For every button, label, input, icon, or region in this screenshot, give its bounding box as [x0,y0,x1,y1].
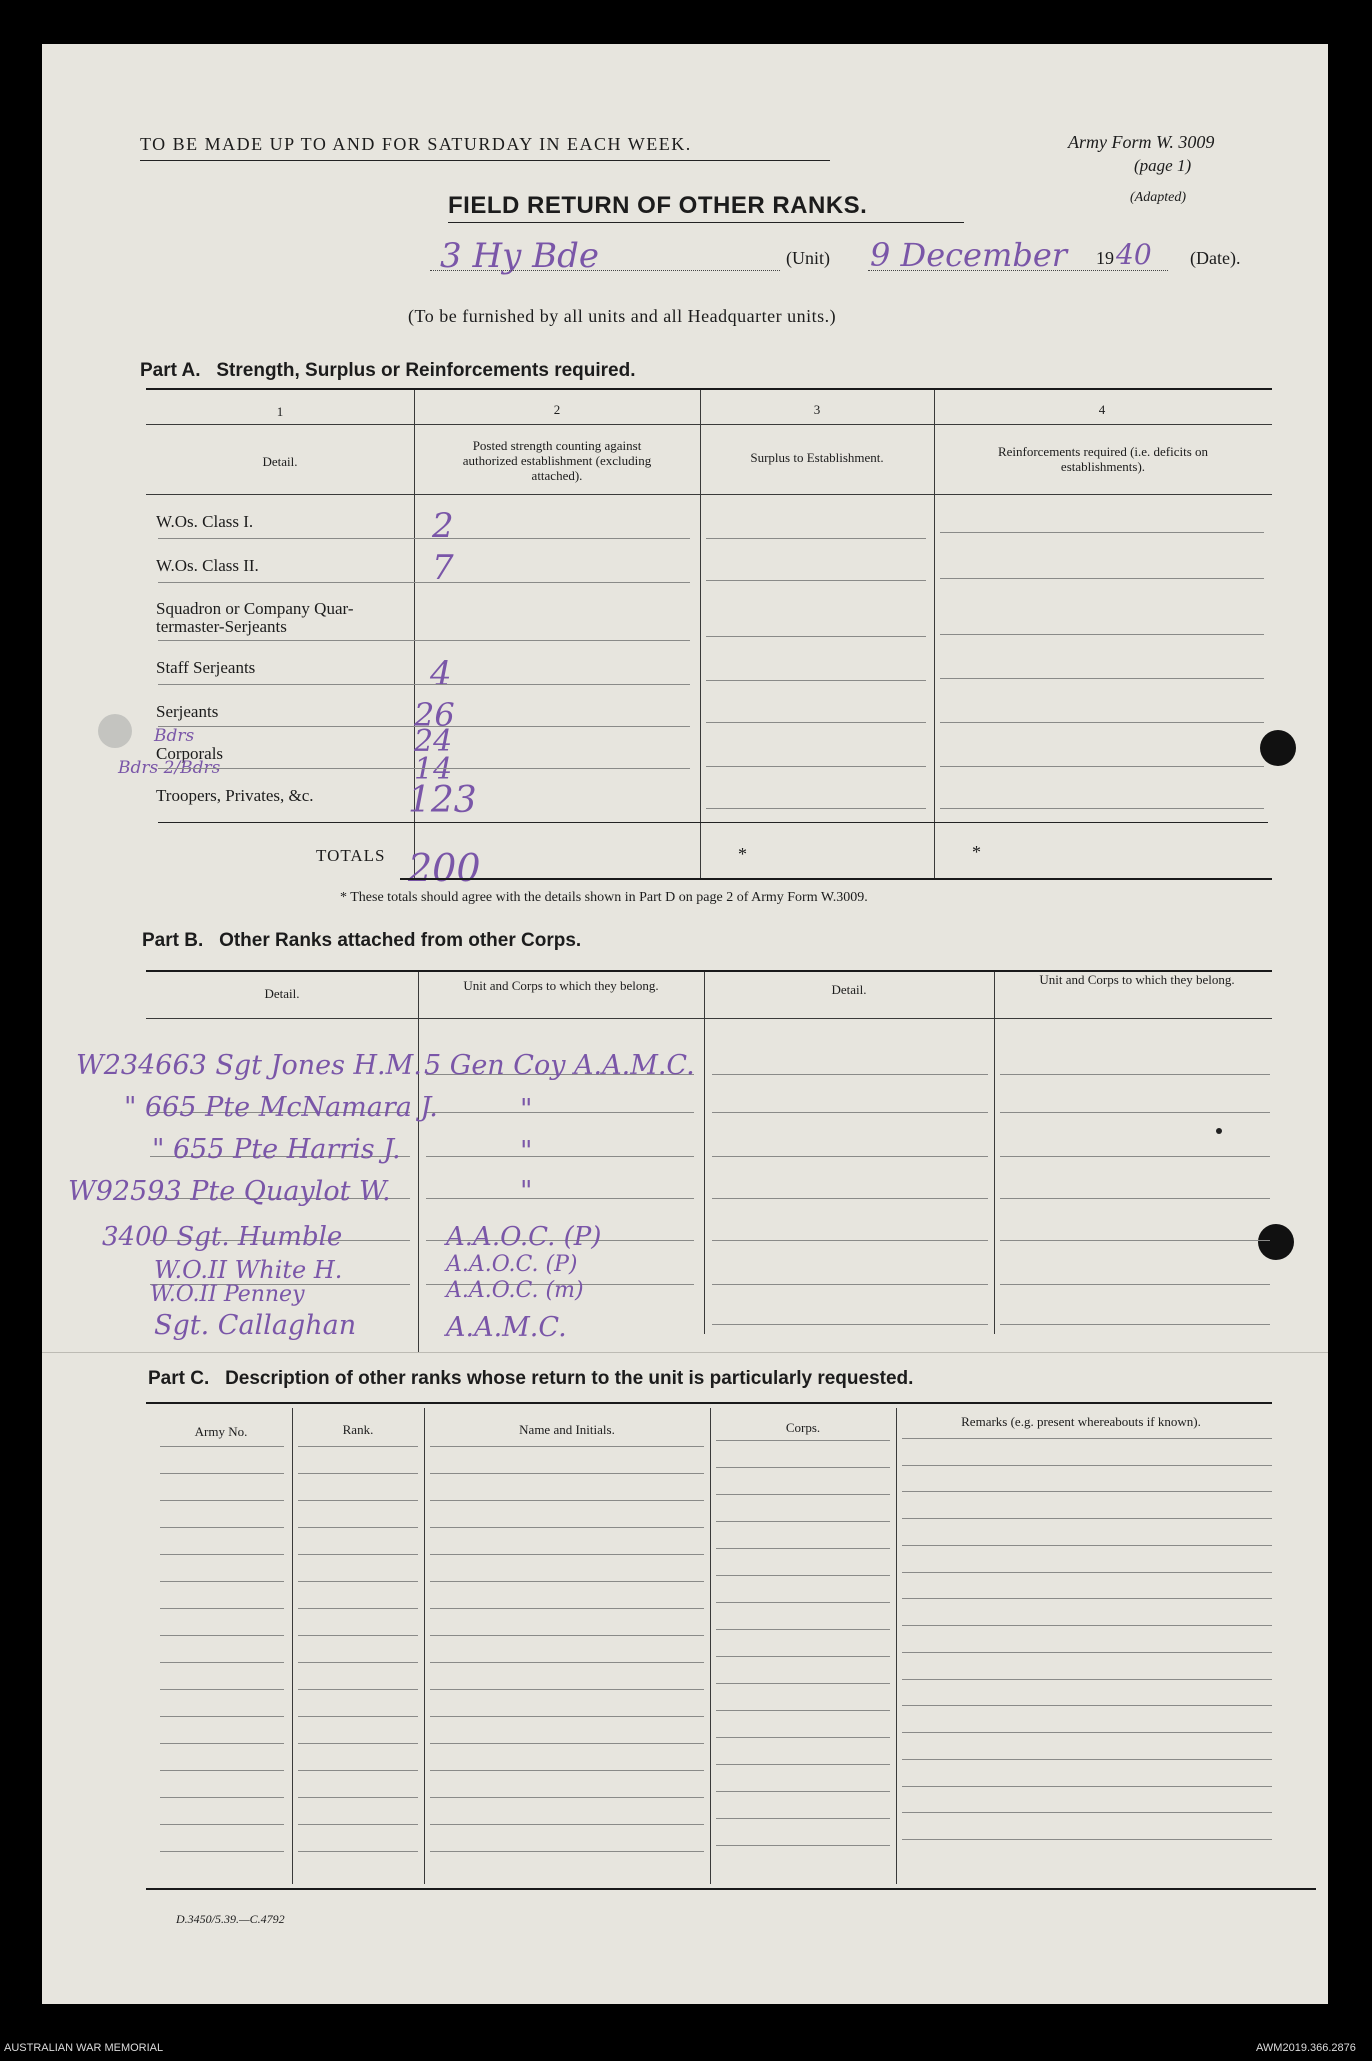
totals-label: TOTALS [316,846,386,865]
part-a-row-line [706,680,926,681]
part-c-row-line [902,1732,1272,1733]
part-b-row-line [712,1240,988,1241]
part-c-row-line [298,1662,418,1663]
part-c-row-line [298,1635,418,1636]
part-c-row-line [160,1824,284,1825]
margin-note-bdrs: Bdrs [154,726,195,746]
part-c-row-line [902,1652,1272,1653]
part-a-col-header-1: Detail. [262,454,298,469]
part-b-col-header-4: Unit and Corps to which they belong. [1039,972,1235,987]
part-c-row-line [902,1759,1272,1760]
attached-unit-3: " [520,1136,533,1167]
punch-hole-left [98,714,132,748]
part-a-row-line [706,766,926,767]
part-b-col-div-2 [704,972,705,1334]
part-c-row-line [298,1689,418,1690]
row-label-corporals: Corporals [156,744,224,763]
part-c-row-line [902,1545,1272,1546]
strength-lance-corporals: 14 [414,752,453,787]
date-value: 9 December [870,236,1068,274]
part-c-row-line [298,1527,418,1528]
date-label: (Date). [1190,248,1241,268]
form-adapted: (Adapted) [1130,190,1186,205]
part-b-row-line [1000,1240,1270,1241]
part-c-row-line [716,1494,890,1495]
part-c-row-line [902,1465,1272,1466]
part-a-row-line [706,538,926,539]
part-c-row-line [716,1629,890,1630]
part-b-row-line [1000,1198,1270,1199]
part-c-row-line [160,1770,284,1771]
part-c-row-line [160,1689,284,1690]
part-c-row-line [298,1608,418,1609]
part-c-row-line [298,1743,418,1744]
part-a-row-line [158,768,690,769]
attached-unit-5: A.A.O.C. (P) [446,1222,602,1252]
part-c-row-line [716,1737,890,1738]
part-b-row-line [426,1156,694,1157]
part-a-row-line [706,636,926,637]
part-a-row-line [158,684,690,685]
part-c-row-line [902,1812,1272,1813]
part-a-col-div-3 [934,390,935,880]
attached-unit-7: A.A.O.C. (m) [446,1278,584,1303]
part-c-row-line [160,1446,284,1447]
part-c-row-line [716,1575,890,1576]
part-a-row-line [940,678,1264,679]
part-b-row-line [426,1112,694,1113]
attached-detail-6: W.O.II White H. [154,1256,343,1284]
part-b-row-line [712,1284,988,1285]
part-b-row-line [1000,1324,1270,1325]
part-c-row-line [160,1473,284,1474]
part-b-col-header-1: Detail. [264,986,300,1001]
print-code: D.3450/5.39.—C.4792 [176,1912,285,1926]
part-c-row-line [160,1608,284,1609]
part-a-row-line [158,640,690,641]
attached-detail-5: 3400 Sgt. Humble [102,1222,343,1252]
part-c-row-line [160,1527,284,1528]
fold-line [42,1352,1328,1353]
part-c-row-line [902,1572,1272,1573]
part-c-row-line [430,1662,704,1663]
strength-serjeants: 26 [414,696,455,734]
year-prefix: 19 [1096,248,1114,268]
part-a-row-line [940,532,1264,533]
punch-hole-right-bottom [1258,1224,1294,1260]
strength-troopers: 123 [408,780,477,821]
part-a-row-line [940,578,1264,579]
part-c-col-header-name: Name and Initials. [519,1422,615,1437]
part-b-row-line [426,1198,694,1199]
part-c-row-line [430,1689,704,1690]
part-a-col-header-3: Surplus to Establishment. [750,450,884,465]
part-c-row-line [160,1554,284,1555]
part-c-row-line [430,1851,704,1852]
part-a-row-line [158,538,690,539]
totals-value: 200 [408,846,481,890]
part-c-row-line [160,1635,284,1636]
title-underline [448,222,964,223]
part-a-row-line [940,766,1264,767]
part-c-row-line [430,1473,704,1474]
part-c-top-rule [146,1402,1272,1404]
part-c-row-line [430,1527,704,1528]
part-c-row-line [716,1845,890,1846]
strength-corporals: 24 [414,724,453,759]
part-c-row-line [160,1716,284,1717]
part-a-row-line [940,722,1264,723]
part-c-col-header-remarks: Remarks (e.g. present whereabouts if known). [961,1414,1201,1429]
instruction-underline [140,160,830,161]
furnish-note: (To be furnished by all units and all Headquarter units.) [408,306,837,326]
form-sheet [42,44,1328,2004]
part-a-col-number-4: 4 [1098,402,1106,417]
part-c-row-line [902,1438,1272,1439]
part-c-col-header-corps: Corps. [785,1420,821,1435]
part-c-row-line [298,1446,418,1447]
part-b-row-line [712,1112,988,1113]
part-a-row-line [706,808,926,809]
part-b-heading: Part B. Other Ranks attached from other Corps. [142,930,582,951]
punch-hole-right-top [1260,730,1296,766]
part-c-row-line [716,1656,890,1657]
attached-unit-1: 5 Gen Coy A.A.M.C. [424,1050,695,1081]
part-c-row-line [430,1554,704,1555]
row-label-wo-class-1: W.Os. Class I. [156,512,254,531]
part-c-row-line [716,1764,890,1765]
part-c-row-line [298,1770,418,1771]
part-c-row-line [902,1679,1272,1680]
part-c-row-line [298,1851,418,1852]
year-value: 40 [1116,238,1152,271]
form-title: FIELD RETURN OF OTHER RANKS. [448,192,868,219]
part-c-heading: Part C. Description of other ranks whose return to the unit is particularly requested. [148,1368,914,1389]
part-b-col-div-1 [418,972,419,1352]
part-c-col-header-army-no: Army No. [194,1424,248,1439]
part-c-row-line [716,1791,890,1792]
attached-detail-2: " 665 Pte McNamara J. [124,1092,438,1123]
part-c-row-line [430,1446,704,1447]
part-a-col-number-1: 1 [276,404,284,419]
totals-asterisk-col-4: * [972,842,981,862]
attached-unit-2: " [520,1094,533,1125]
row-label-staff-serjeants: Staff Serjeants [156,658,256,677]
part-c-row-line [160,1797,284,1798]
part-c-row-line [298,1797,418,1798]
part-b-row-line [712,1198,988,1199]
part-a-row-line [706,580,926,581]
part-a-row-line [706,722,926,723]
form-id: Army Form W. 3009 [1068,132,1215,152]
strength-staff-serjeants: 4 [430,654,452,694]
part-a-row-line [158,582,690,583]
part-b-col-header-2: Unit and Corps to which they belong. [463,978,659,993]
unit-value: 3 Hy Bde [440,236,599,276]
form-page: (page 1) [1134,156,1192,175]
ink-spot [1216,1128,1222,1134]
part-b-header-rule [146,1018,1272,1019]
row-label-cqms: Squadron or Company Quar- termaster-Serjeants [156,599,354,636]
archive-credit: AUSTRALIAN WAR MEMORIAL [4,2042,164,2054]
part-c-row-line [716,1467,890,1468]
archive-accession: AWM2019.366.2876 [1256,2042,1356,2054]
part-a-bottom-rule [400,878,1272,880]
row-label-serjeants: Serjeants [156,702,219,721]
strength-wo-class-1: 2 [432,506,454,546]
part-c-row-line [430,1500,704,1501]
part-c-row-line [430,1797,704,1798]
part-c-row-line [716,1602,890,1603]
part-b-row-line [712,1324,988,1325]
part-c-row-line [298,1473,418,1474]
margin-note-2bdrs: Bdrs 2/Bdrs [118,758,221,778]
attached-detail-7: W.O.II Penney [150,1282,305,1307]
part-c-col-div-3 [710,1408,711,1884]
part-c-row-line [298,1824,418,1825]
part-c-row-line [902,1518,1272,1519]
unit-label: (Unit) [786,248,830,268]
part-b-row-line [1000,1112,1270,1113]
part-b-col-header-3: Detail. [831,982,867,997]
part-c-row-line [902,1786,1272,1787]
part-c-row-line [716,1521,890,1522]
part-c-row-line [430,1608,704,1609]
part-a-col-div-2 [700,390,701,880]
attached-detail-3: " 655 Pte Harris J. [152,1134,401,1165]
strength-wo-class-2: 7 [432,548,454,588]
part-c-row-line [716,1818,890,1819]
part-c-row-line [430,1581,704,1582]
part-a-row-line [940,808,1264,809]
part-c-row-line [716,1440,890,1441]
part-a-top-rule [146,388,1272,390]
attached-unit-4: " [520,1176,533,1207]
part-c-col-div-1 [292,1408,293,1884]
part-c-row-line [298,1554,418,1555]
part-a-header-rule [146,494,1272,495]
part-a-totals-rule [158,822,1268,823]
attached-detail-4: W92593 Pte Quaylot W. [68,1176,391,1207]
part-c-row-line [430,1770,704,1771]
part-a-number-rule [146,424,1272,425]
part-b-row-line [712,1156,988,1157]
part-c-row-line [902,1705,1272,1706]
totals-asterisk-col-3: * [738,844,747,864]
part-c-row-line [430,1716,704,1717]
part-a-heading: Part A. Strength, Surplus or Reinforcements required. [140,360,636,381]
part-b-row-line [1000,1156,1270,1157]
part-c-row-line [430,1635,704,1636]
part-c-row-line [902,1598,1272,1599]
part-a-col-header-4: Reinforcements required (i.e. deficits on establishments). [997,444,1209,474]
part-c-row-line [298,1500,418,1501]
part-c-row-line [298,1581,418,1582]
part-a-row-line [158,726,690,727]
attached-detail-8: Sgt. Callaghan [154,1310,357,1341]
part-c-col-header-rank: Rank. [342,1422,374,1437]
attached-detail-1: W234663 Sgt Jones H.M. [76,1050,422,1081]
part-c-row-line [902,1839,1272,1840]
part-b-row-line [712,1074,988,1075]
part-a-note: * These totals should agree with the details shown in Part D on page 2 of Army Form W.3009. [340,890,868,905]
part-c-row-line [716,1548,890,1549]
part-c-row-line [716,1710,890,1711]
part-c-row-line [160,1662,284,1663]
part-b-col-div-3 [994,972,995,1334]
row-label-troopers: Troopers, Privates, &c. [156,786,314,805]
part-c-row-line [160,1581,284,1582]
part-a-col-number-3: 3 [813,402,821,417]
part-c-row-line [902,1491,1272,1492]
part-c-row-line [160,1500,284,1501]
part-c-row-line [160,1851,284,1852]
instruction-line: TO BE MADE UP TO AND FOR SATURDAY IN EACH WEEK. [140,134,692,154]
part-c-row-line [430,1743,704,1744]
part-c-col-div-2 [424,1408,425,1884]
part-c-col-div-4 [896,1408,897,1884]
attached-unit-8: A.A.M.C. [446,1312,567,1343]
unit-dotted-line [430,270,780,271]
part-a-col-number-2: 2 [553,402,561,417]
attached-unit-6: A.A.O.C. (P) [446,1252,578,1277]
part-a-row-line [940,634,1264,635]
part-b-row-line [1000,1284,1270,1285]
part-c-row-line [160,1743,284,1744]
part-c-bottom-rule [146,1888,1316,1890]
part-c-row-line [298,1716,418,1717]
part-c-row-line [716,1683,890,1684]
part-a-col-header-2: Posted strength counting against authorized establishment (excluding attached). [462,438,652,483]
part-c-row-line [430,1824,704,1825]
part-b-row-line [1000,1074,1270,1075]
part-c-row-line [902,1625,1272,1626]
row-label-wo-class-2: W.Os. Class II. [156,556,259,575]
